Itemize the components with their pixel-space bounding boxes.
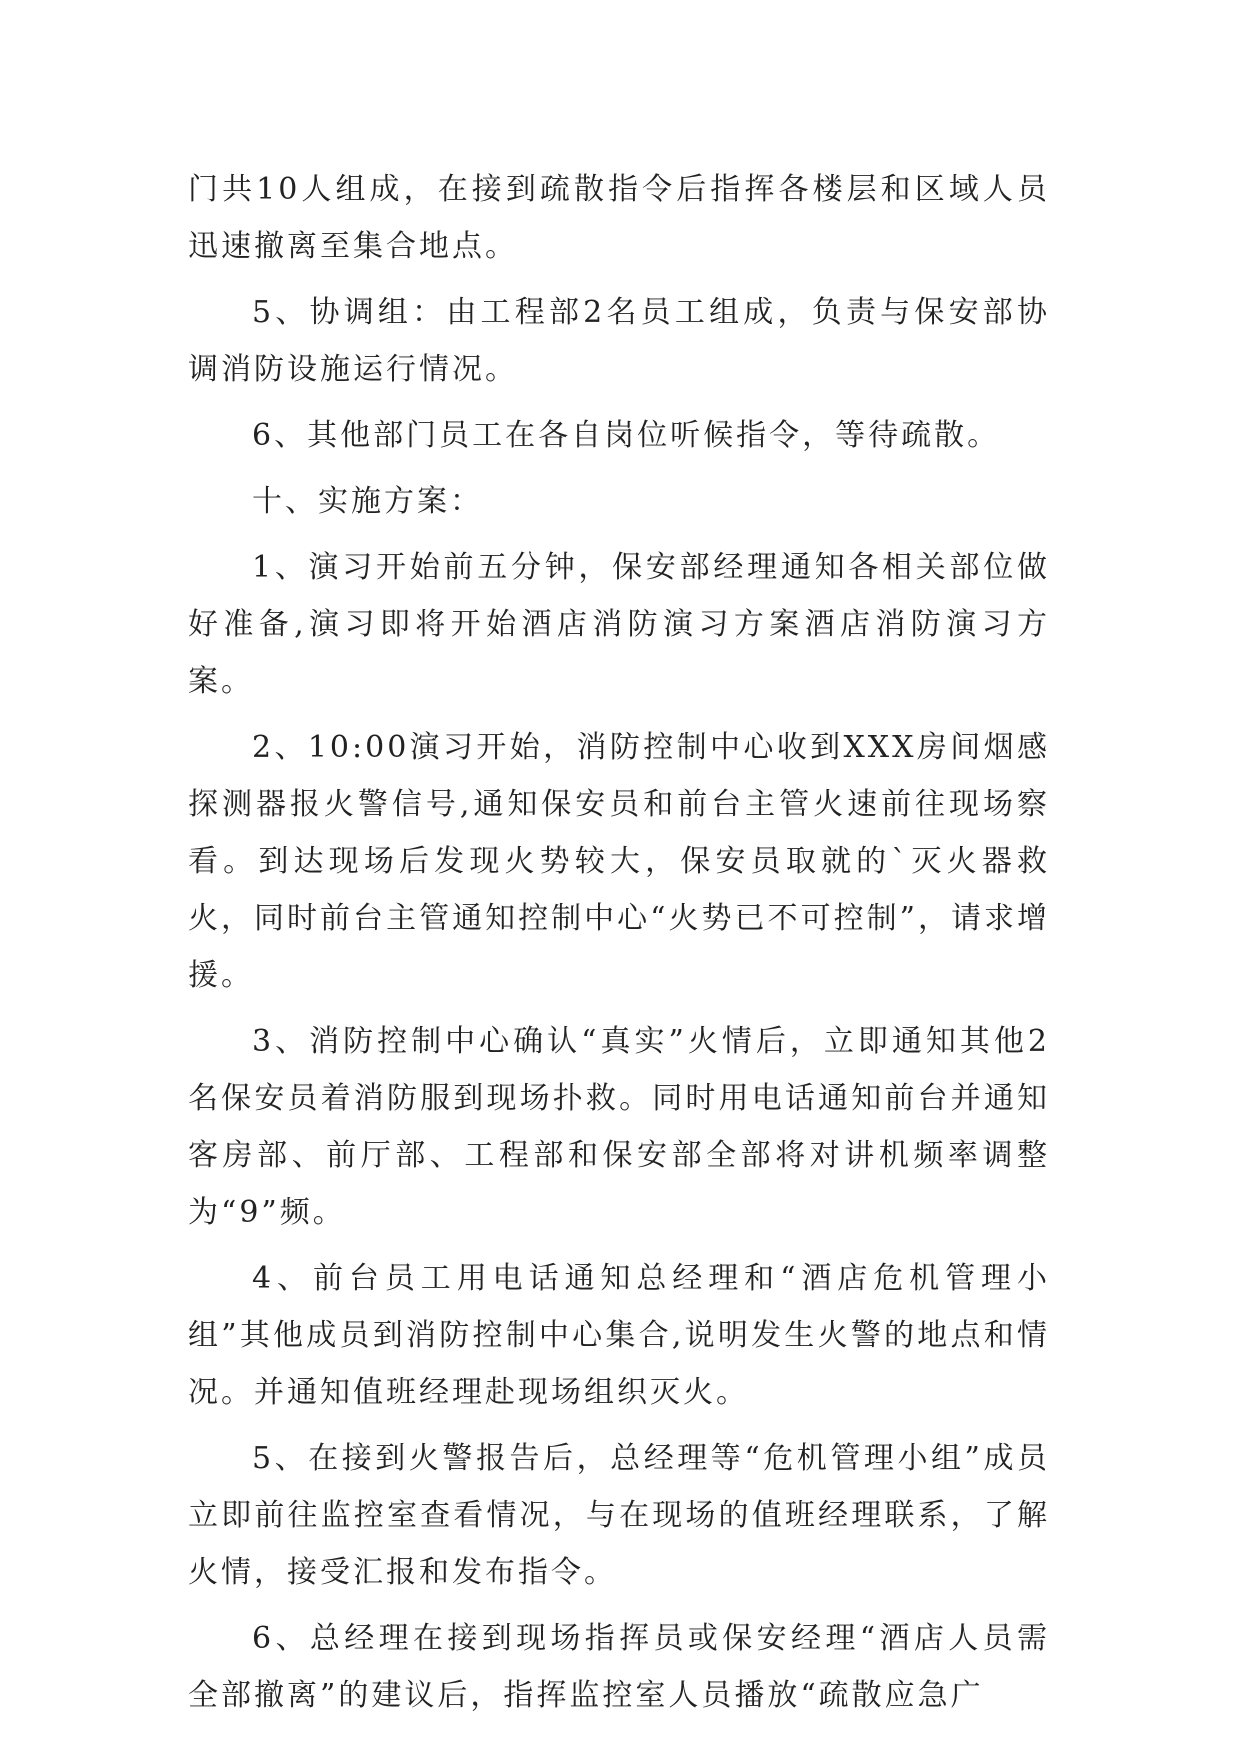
document-body <box>188 161 1050 1733</box>
paragraph-step-6: 6、总经理在接到现场指挥员或保安经理“酒店人员需全部撤离”的建议后，指挥监控室人员播放“疏散应急广 <box>188 1621 1050 1713</box>
paragraph-step-5: 5、在接到火警报告后，总经理等“危机管理小组”成员立即前往监控室查看情况，与在现场的值班经理联系，了解火情，接受汇报和发布指令。 <box>188 1441 1050 1590</box>
paragraph-step-3: 3、消防控制中心确认“真实”火情后，立即通知其他2名保安员着消防服到现场扑救。同时用电话通知前台并通知客房部、前厅部、工程部和保安部全部将对讲机频率调整为“9”频。 <box>188 1024 1050 1230</box>
section-heading-implementation: 十、实施方案： <box>252 484 483 519</box>
paragraph-step-1: 1、演习开始前五分钟，保安部经理通知各相关部位做好准备,演习即将开始酒店消防演习方案酒店消防演习方案。 <box>188 550 1050 699</box>
paragraph-step-4: 4、前台员工用电话通知总经理和“酒店危机管理小组”其他成员到消防控制中心集合,说明发生火警的地点和情况。并通知值班经理赴现场组织灭火。 <box>188 1261 1050 1410</box>
paragraph-coordination-group: 5、协调组：由工程部2名员工组成，负责与保安部协调消防设施运行情况。 <box>188 295 1050 387</box>
paragraph-step-2: 2、10:00演习开始，消防控制中心收到XXX房间烟感探测器报火警信号,通知保安员和前台主管火速前往现场察看。到达现场后发现火势较大，保安员取就的`灭火器救火，同时前台主管通知控制中心“火势已不可控制”，请求增援。 <box>188 730 1050 993</box>
paragraph-other-staff: 6、其他部门员工在各自岗位听候指令，等待疏散。 <box>252 418 1001 453</box>
paragraph-continuation: 门共10人组成，在接到疏散指令后指挥各楼层和区域人员迅速撤离至集合地点。 <box>188 172 1050 264</box>
